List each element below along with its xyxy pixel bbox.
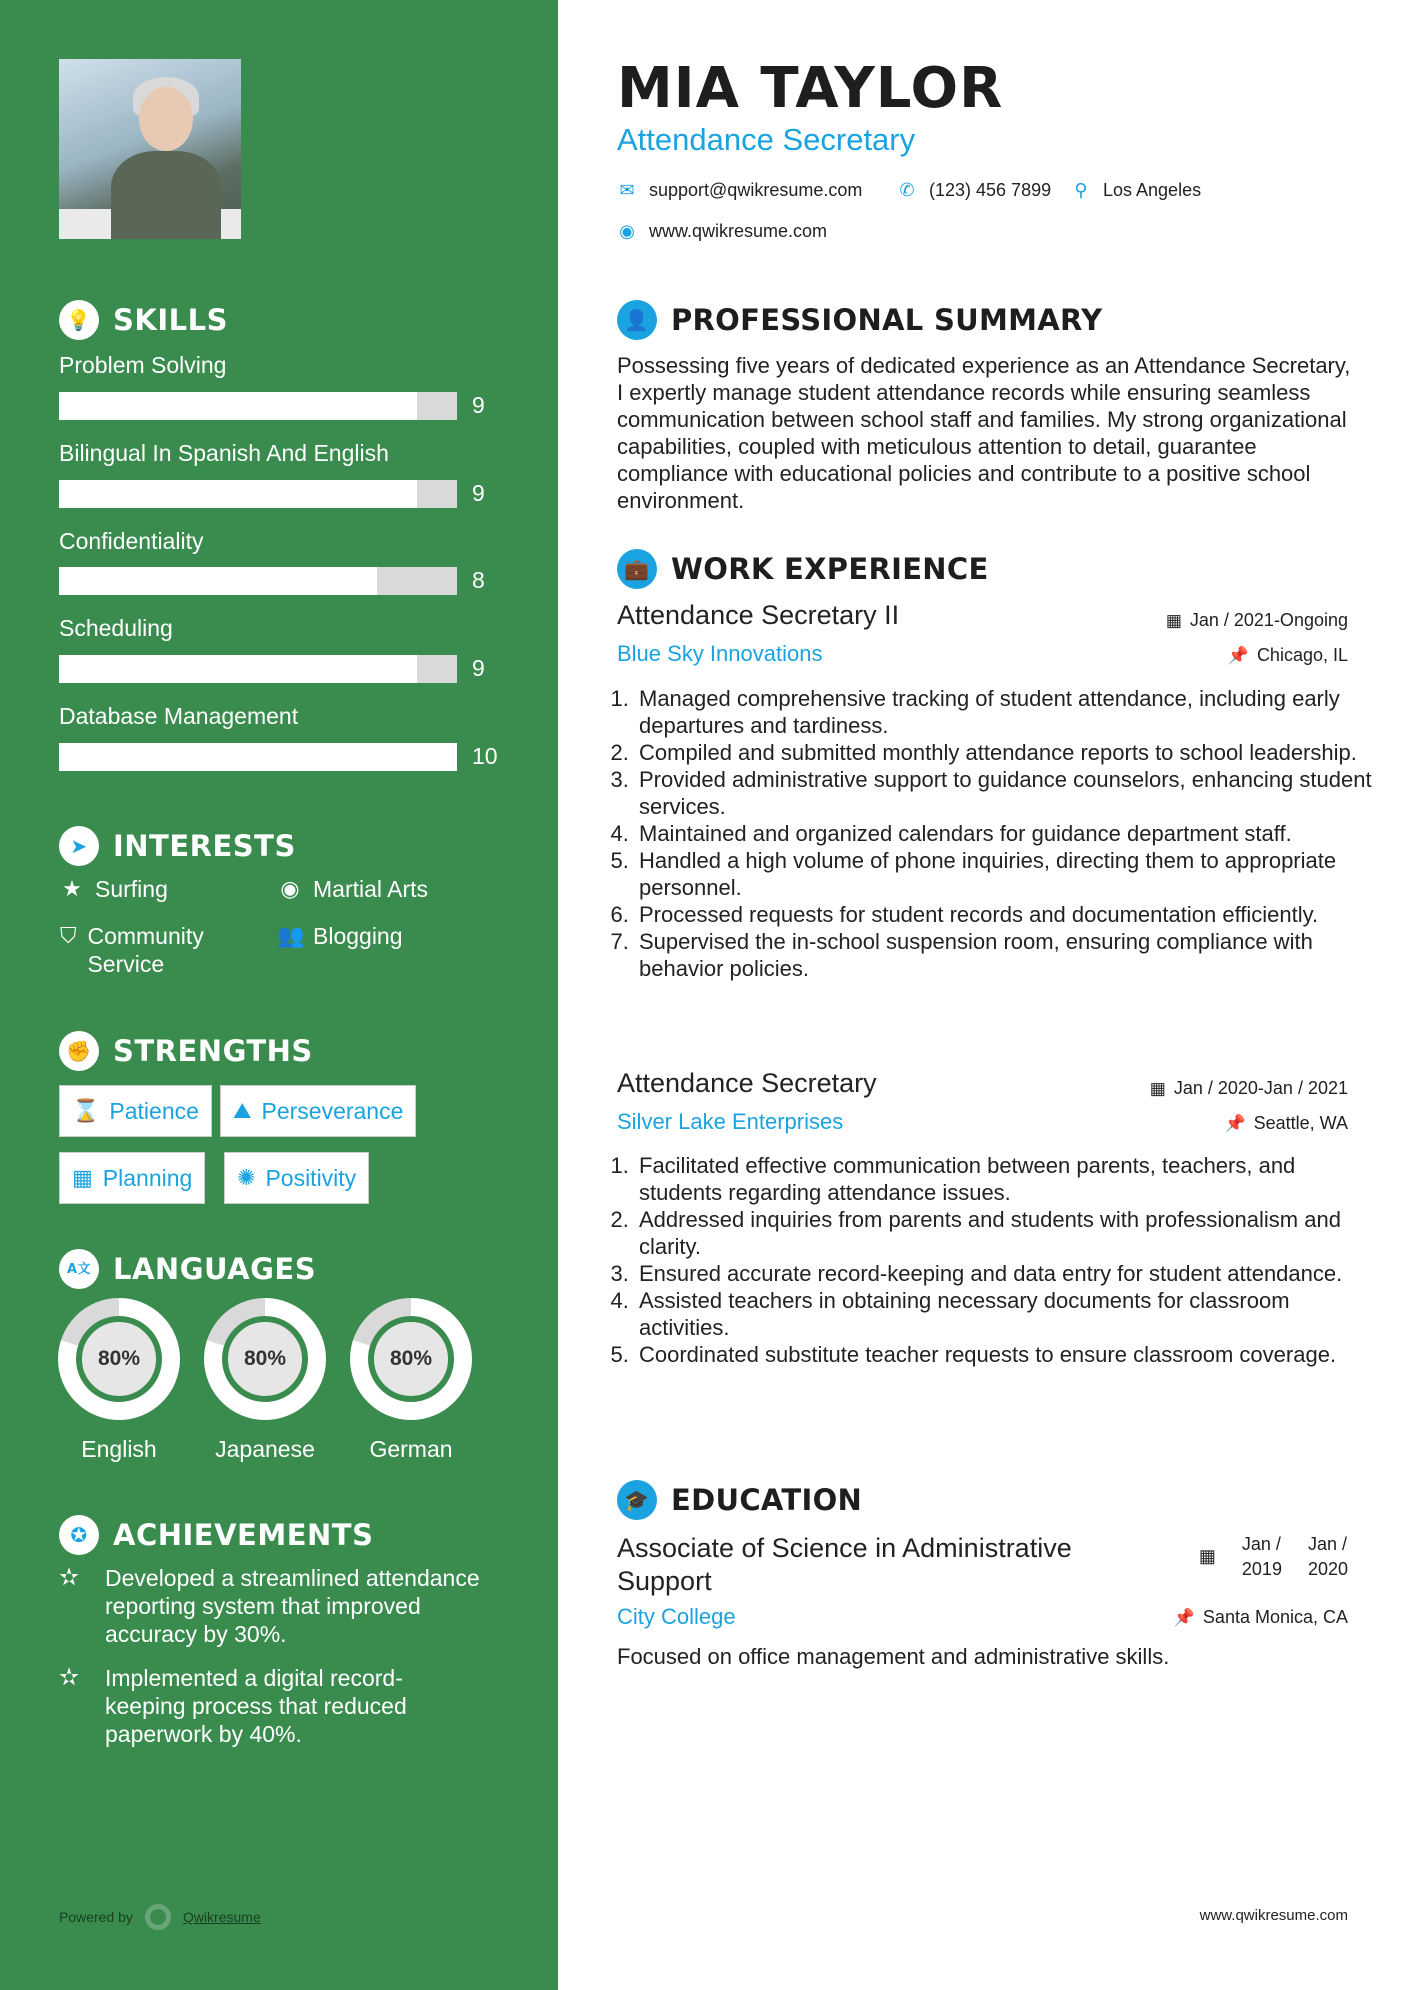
education-start: Jan / 2019 xyxy=(1241,1534,1282,1579)
skill-value: 9 xyxy=(472,392,485,418)
degree-title: Associate of Science in Administrative Support xyxy=(617,1533,1072,1596)
education-heading: 🎓 EDUCATION xyxy=(617,1480,862,1520)
languages-heading: A文 LANGUAGES xyxy=(59,1249,316,1289)
hourglass-icon: ⌛ xyxy=(72,1098,100,1123)
job-duties xyxy=(611,685,1375,982)
language-name: English xyxy=(81,1436,157,1462)
skill-bar-fill xyxy=(59,567,377,595)
skill-bar xyxy=(59,392,457,420)
shooting-star-icon: ✫ xyxy=(59,1664,80,1691)
skill-bar xyxy=(59,743,457,771)
powered-by: Powered by Qwikresume xyxy=(59,1904,261,1930)
contact-location: ⚲ Los Angeles xyxy=(1071,180,1201,201)
skill-bar xyxy=(59,480,457,508)
skill-bar-fill xyxy=(59,392,417,420)
summary-heading: 👤 PROFESSIONAL SUMMARY xyxy=(617,300,1102,340)
contact-email[interactable]: ✉ support@qwikresume.com xyxy=(617,180,862,201)
job-company: Blue Sky Innovations xyxy=(617,641,823,666)
skill-value: 10 xyxy=(472,743,498,769)
skill-value: 8 xyxy=(472,567,485,593)
language-percent: 80% xyxy=(76,1316,162,1402)
job-duties xyxy=(611,1152,1375,1368)
skill-bar-fill xyxy=(59,480,417,508)
globe-icon: ◉ xyxy=(619,221,635,241)
candidate-name: MIA TAYLOR xyxy=(617,56,1004,121)
achievement-item: ✫ Implemented a digital record-keeping process that reduced paperwork by 40%. xyxy=(59,1664,407,1747)
map-pin-icon: ⚲ xyxy=(1074,180,1088,200)
shield-icon: ⛉ xyxy=(59,923,77,948)
job-location: 📌 Seattle, WA xyxy=(1224,1113,1348,1133)
education-description: Focused on office management and administrative skills. xyxy=(617,1644,1170,1669)
language-ring xyxy=(350,1298,472,1420)
strength-tag: ⌛ Patience xyxy=(59,1085,212,1137)
duty-item: 4. Assisted teachers in obtaining necessary documents for classroom activities. xyxy=(635,1287,1375,1341)
job-title: Attendance Secretary xyxy=(617,1068,877,1098)
language-ring xyxy=(204,1298,326,1420)
language-name: Japanese xyxy=(215,1436,315,1462)
phone-icon: ✆ xyxy=(899,180,915,200)
skill-name: Problem Solving xyxy=(59,352,227,378)
calendar-icon: ▦ xyxy=(1198,1546,1216,1566)
strength-tag: ▦ Planning xyxy=(59,1152,205,1204)
qwikresume-logo-icon xyxy=(145,1904,171,1930)
duty-item: 5. Handled a high volume of phone inquiries, directing them to appropriate personnel. xyxy=(635,847,1375,901)
fist-icon: ✊ xyxy=(59,1031,99,1071)
globe-icon: ◉ xyxy=(280,876,300,901)
spinner-icon: ✺ xyxy=(237,1165,256,1190)
contact-phone: ✆ (123) 456 7899 xyxy=(897,180,1051,201)
skill-bar xyxy=(59,655,457,683)
experience-heading: 💼 WORK EXPERIENCE xyxy=(617,549,989,589)
language-item xyxy=(204,1298,326,1463)
language-percent: 80% xyxy=(368,1316,454,1402)
skill-value: 9 xyxy=(472,655,485,681)
envelope-icon: ✉ xyxy=(619,180,635,200)
skill-name: Confidentiality xyxy=(59,528,204,554)
job-title: Attendance Secretary II xyxy=(617,600,900,630)
user-icon: 👤 xyxy=(617,300,657,340)
summary-text: Possessing five years of dedicated experience as an Attendance Secretary, I expertly manage student attendance records while ensuring seamless communication between school staff and families. My strong organizational capabilities, coupled with meticulous attention to detail, guarantee compliance with educational policies and contribute to a positive school environment. xyxy=(617,353,1351,513)
users-icon: 👥 xyxy=(277,923,305,948)
candidate-role: Attendance Secretary xyxy=(617,122,916,157)
skill-value: 9 xyxy=(472,480,485,506)
skill-name: Bilingual In Spanish And English xyxy=(59,440,389,466)
language-item xyxy=(58,1298,180,1463)
interest-item: 👥 Blogging xyxy=(277,923,403,949)
qwikresume-link[interactable]: Qwikresume xyxy=(182,1909,261,1925)
duty-item: 2. Addressed inquiries from parents and students with professionalism and clarity. xyxy=(635,1206,1375,1260)
paper-plane-icon: ➤ xyxy=(59,826,99,866)
achievements-heading: ✪ ACHIEVEMENTS xyxy=(59,1515,373,1555)
language-ring xyxy=(58,1298,180,1420)
pin-icon: 📌 xyxy=(1227,645,1249,665)
education-end: Jan / 2020 xyxy=(1307,1534,1348,1579)
duty-item: 3. Ensured accurate record-keeping and data entry for student attendance. xyxy=(635,1260,1375,1287)
calendar-icon: ▦ xyxy=(1165,610,1182,630)
skill-name: Database Management xyxy=(59,703,299,729)
school-name: City College xyxy=(617,1604,736,1629)
language-item xyxy=(350,1298,472,1463)
duty-item: 1. Facilitated effective communication between parents, teachers, and students regarding attendance issues. xyxy=(635,1152,1375,1206)
lightbulb-icon: 💡 xyxy=(59,300,99,340)
skill-bar-fill xyxy=(59,743,457,771)
skill-bar xyxy=(59,567,457,595)
calendar-icon: ▦ xyxy=(1149,1078,1166,1098)
skill-bar-fill xyxy=(59,655,417,683)
duty-item: 5. Coordinated substitute teacher requests to ensure classroom coverage. xyxy=(635,1341,1375,1368)
language-icon: A文 xyxy=(59,1249,99,1289)
language-name: German xyxy=(369,1436,453,1462)
profile-photo xyxy=(59,59,241,239)
duty-item: 4. Maintained and organized calendars for guidance department staff. xyxy=(635,820,1375,847)
pin-icon: 📌 xyxy=(1173,1607,1195,1627)
interest-item: ★ Surfing xyxy=(59,875,168,903)
duty-item: 6. Processed requests for student records and documentation efficiently. xyxy=(635,901,1375,928)
pin-icon: 📌 xyxy=(1224,1113,1246,1133)
duty-item: 3. Provided administrative support to guidance counselors, enhancing student services. xyxy=(635,766,1375,820)
language-percent: 80% xyxy=(222,1316,308,1402)
sidebar xyxy=(0,0,558,1990)
achievement-item: ✫ Developed a streamlined attendance reporting system that improved accuracy by 30%. xyxy=(59,1564,480,1647)
star-icon: ★ xyxy=(62,876,82,901)
contact-website[interactable]: ◉ www.qwikresume.com xyxy=(617,221,827,242)
skill-name: Scheduling xyxy=(59,615,173,641)
shooting-star-icon: ✫ xyxy=(59,1564,80,1591)
strengths-heading: ✊ STRENGTHS xyxy=(59,1031,313,1071)
duty-item: 7. Supervised the in-school suspension room, ensuring compliance with behavior policies. xyxy=(635,928,1375,982)
job-dates: ▦ Jan / 2020-Jan / 2021 xyxy=(1149,1078,1348,1098)
strength-tag: ✺ Positivity xyxy=(224,1152,369,1204)
calendar-icon: ▦ xyxy=(72,1165,93,1190)
duty-item: 2. Compiled and submitted monthly attendance reports to school leadership. xyxy=(635,739,1375,766)
job-location: 📌 Chicago, IL xyxy=(1227,645,1348,665)
briefcase-icon: 💼 xyxy=(617,549,657,589)
education-dates xyxy=(1199,1532,1348,1582)
duty-item: 1. Managed comprehensive tracking of student attendance, including early departures and tardiness. xyxy=(635,685,1375,739)
road-icon: ⛰ xyxy=(233,1098,252,1123)
strength-tag: ⛰ Perseverance xyxy=(220,1085,416,1137)
graduation-cap-icon: 🎓 xyxy=(617,1480,657,1520)
footer-url[interactable]: www.qwikresume.com xyxy=(1199,1907,1348,1924)
star-badge-icon: ✪ xyxy=(59,1515,99,1555)
interests-heading: ➤ INTERESTS xyxy=(59,826,296,866)
skills-heading: 💡 SKILLS xyxy=(59,300,228,340)
job-company: Silver Lake Enterprises xyxy=(617,1109,844,1134)
interest-item: ◉ Martial Arts xyxy=(277,875,428,903)
job-dates: ▦ Jan / 2021-Ongoing xyxy=(1165,610,1348,630)
school-location: 📌 Santa Monica, CA xyxy=(1173,1607,1348,1627)
interest-item: ⛉ Community Service xyxy=(59,923,204,977)
